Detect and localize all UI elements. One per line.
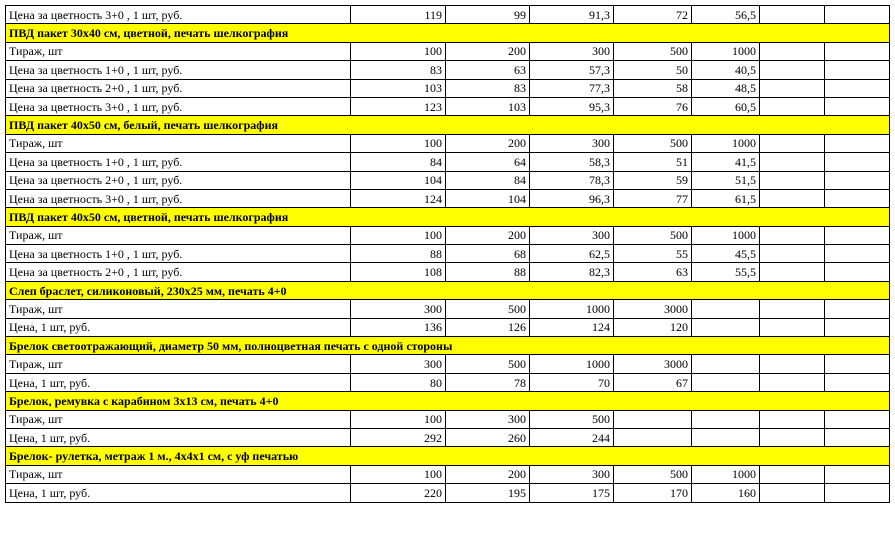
table-cell: 50: [614, 61, 692, 79]
table-cell: 78: [446, 373, 530, 391]
table-cell: [760, 355, 825, 373]
table-cell: 100: [351, 42, 446, 60]
table-cell: 40,5: [692, 61, 760, 79]
table-cell: [825, 318, 890, 336]
table-cell: [825, 97, 890, 115]
table-cell: 72: [614, 6, 692, 24]
section-header-row: [6, 116, 890, 134]
table-cell: 41,5: [692, 153, 760, 171]
row-label: Цена, 1 шт, руб.: [6, 428, 351, 446]
table-cell: 300: [530, 134, 614, 152]
table-cell: [692, 410, 760, 428]
section-title: ПВД пакет 40х50 см, цветной, печать шелкография: [6, 208, 890, 226]
row-label: Тираж, шт: [6, 355, 351, 373]
table-cell: 3000: [614, 300, 692, 318]
table-cell: 300: [530, 465, 614, 483]
table-cell: 120: [614, 318, 692, 336]
table-cell: 104: [351, 171, 446, 189]
row-label: Цена, 1 шт, руб.: [6, 484, 351, 502]
section-header-row: [6, 447, 890, 465]
table-cell: 88: [351, 245, 446, 263]
table-cell: 63: [614, 263, 692, 281]
section-header-row: [6, 208, 890, 226]
table-cell: [825, 410, 890, 428]
table-cell: 3000: [614, 355, 692, 373]
table-row: [6, 318, 890, 336]
table-cell: 1000: [692, 465, 760, 483]
table-cell: 64: [446, 153, 530, 171]
section-title: Брелок светоотражающий, диаметр 50 мм, полноцветная печать с одной стороны: [6, 337, 890, 355]
table-cell: [760, 42, 825, 60]
table-cell: 1000: [530, 300, 614, 318]
table-cell: 83: [351, 61, 446, 79]
section-title: Слеп браслет, силиконовый, 230х25 мм, печать 4+0: [6, 281, 890, 299]
section-header-row: [6, 337, 890, 355]
table-cell: 103: [351, 79, 446, 97]
table-row: [6, 42, 890, 60]
table-row: [6, 97, 890, 115]
table-cell: [825, 6, 890, 24]
table-row: [6, 484, 890, 502]
table-cell: 63: [446, 61, 530, 79]
table-cell: [614, 410, 692, 428]
table-cell: 60,5: [692, 97, 760, 115]
table-cell: [825, 465, 890, 483]
table-cell: 124: [530, 318, 614, 336]
table-cell: 77,3: [530, 79, 614, 97]
row-label: Цена, 1 шт, руб.: [6, 373, 351, 391]
table-cell: [825, 153, 890, 171]
section-title: ПВД пакет 40х50 см, белый, печать шелкография: [6, 116, 890, 134]
table-cell: 100: [351, 226, 446, 244]
row-label: Тираж, шт: [6, 410, 351, 428]
table-cell: 51: [614, 153, 692, 171]
table-cell: [825, 134, 890, 152]
table-cell: 56,5: [692, 6, 760, 24]
table-cell: 95,3: [530, 97, 614, 115]
row-label: Тираж, шт: [6, 134, 351, 152]
table-row: [6, 465, 890, 483]
table-cell: [825, 226, 890, 244]
table-cell: 292: [351, 428, 446, 446]
row-label: Тираж, шт: [6, 465, 351, 483]
table-cell: [825, 245, 890, 263]
table-cell: [760, 263, 825, 281]
table-cell: [760, 189, 825, 207]
table-cell: 51,5: [692, 171, 760, 189]
table-cell: 100: [351, 465, 446, 483]
table-cell: 160: [692, 484, 760, 502]
row-label: Тираж, шт: [6, 226, 351, 244]
table-cell: [760, 428, 825, 446]
table-cell: [760, 61, 825, 79]
table-cell: 83: [446, 79, 530, 97]
section-title: Брелок- рулетка, метраж 1 м., 4х4х1 см, с уф печатью: [6, 447, 890, 465]
table-cell: 500: [614, 134, 692, 152]
table-cell: [825, 79, 890, 97]
table-cell: [760, 484, 825, 502]
table-row: [6, 153, 890, 171]
row-label: Тираж, шт: [6, 300, 351, 318]
table-row: [6, 226, 890, 244]
table-cell: 500: [614, 226, 692, 244]
table-cell: 175: [530, 484, 614, 502]
table-row: [6, 6, 890, 24]
table-cell: 1000: [692, 42, 760, 60]
table-cell: 62,5: [530, 245, 614, 263]
table-cell: [614, 428, 692, 446]
table-cell: [825, 355, 890, 373]
table-cell: [760, 79, 825, 97]
table-cell: 48,5: [692, 79, 760, 97]
table-cell: 260: [446, 428, 530, 446]
table-cell: 82,3: [530, 263, 614, 281]
table-cell: [760, 226, 825, 244]
table-cell: 124: [351, 189, 446, 207]
table-row: [6, 189, 890, 207]
table-cell: 200: [446, 226, 530, 244]
table-cell: 108: [351, 263, 446, 281]
table-cell: 500: [614, 465, 692, 483]
table-cell: [825, 263, 890, 281]
table-cell: [825, 61, 890, 79]
table-cell: [825, 373, 890, 391]
price-table-body: [6, 6, 890, 503]
table-cell: 1000: [692, 134, 760, 152]
table-cell: 200: [446, 134, 530, 152]
table-cell: 1000: [530, 355, 614, 373]
table-row: [6, 134, 890, 152]
table-cell: 119: [351, 6, 446, 24]
table-cell: [825, 428, 890, 446]
table-cell: 126: [446, 318, 530, 336]
table-cell: 59: [614, 171, 692, 189]
table-cell: 195: [446, 484, 530, 502]
table-row: [6, 410, 890, 428]
table-cell: [760, 245, 825, 263]
table-row: [6, 171, 890, 189]
table-cell: 200: [446, 42, 530, 60]
table-row: [6, 79, 890, 97]
table-cell: [760, 134, 825, 152]
table-cell: 96,3: [530, 189, 614, 207]
row-label: Тираж, шт: [6, 42, 351, 60]
row-label: Цена за цветность 3+0 , 1 шт, руб.: [6, 189, 351, 207]
table-cell: [760, 97, 825, 115]
table-cell: 170: [614, 484, 692, 502]
section-header-row: [6, 281, 890, 299]
table-cell: [760, 318, 825, 336]
price-table: [5, 5, 890, 503]
table-cell: 244: [530, 428, 614, 446]
table-cell: [692, 318, 760, 336]
table-cell: 88: [446, 263, 530, 281]
table-cell: [825, 484, 890, 502]
table-cell: 61,5: [692, 189, 760, 207]
table-cell: 55: [614, 245, 692, 263]
table-cell: 500: [614, 42, 692, 60]
table-cell: [760, 300, 825, 318]
table-row: [6, 245, 890, 263]
table-cell: 58: [614, 79, 692, 97]
table-cell: [760, 171, 825, 189]
row-label: Цена за цветность 2+0 , 1 шт, руб.: [6, 79, 351, 97]
table-cell: 80: [351, 373, 446, 391]
table-cell: [825, 171, 890, 189]
table-cell: 200: [446, 465, 530, 483]
table-cell: 77: [614, 189, 692, 207]
table-cell: 67: [614, 373, 692, 391]
table-row: [6, 373, 890, 391]
table-cell: 136: [351, 318, 446, 336]
section-header-row: [6, 392, 890, 410]
table-row: [6, 263, 890, 281]
table-cell: [825, 300, 890, 318]
table-cell: 220: [351, 484, 446, 502]
table-cell: 123: [351, 97, 446, 115]
table-cell: [825, 189, 890, 207]
row-label: Цена за цветность 3+0 , 1 шт, руб.: [6, 6, 351, 24]
table-cell: 100: [351, 134, 446, 152]
table-cell: [760, 410, 825, 428]
table-cell: 100: [351, 410, 446, 428]
section-header-row: [6, 24, 890, 42]
row-label: Цена, 1 шт, руб.: [6, 318, 351, 336]
table-cell: 45,5: [692, 245, 760, 263]
table-cell: 300: [530, 226, 614, 244]
table-cell: [760, 373, 825, 391]
table-cell: [760, 153, 825, 171]
table-cell: [692, 373, 760, 391]
table-cell: 1000: [692, 226, 760, 244]
table-cell: 103: [446, 97, 530, 115]
table-cell: 500: [446, 300, 530, 318]
table-row: [6, 355, 890, 373]
section-title: ПВД пакет 30х40 см, цветной, печать шелкография: [6, 24, 890, 42]
table-cell: [692, 355, 760, 373]
table-cell: [825, 42, 890, 60]
row-label: Цена за цветность 1+0 , 1 шт, руб.: [6, 245, 351, 263]
table-cell: 84: [446, 171, 530, 189]
table-cell: 55,5: [692, 263, 760, 281]
table-row: [6, 61, 890, 79]
table-cell: 91,3: [530, 6, 614, 24]
table-cell: 58,3: [530, 153, 614, 171]
table-cell: 57,3: [530, 61, 614, 79]
section-title: Брелок, ремувка с карабином 3х13 см, печать 4+0: [6, 392, 890, 410]
row-label: Цена за цветность 1+0 , 1 шт, руб.: [6, 153, 351, 171]
table-cell: 500: [446, 355, 530, 373]
table-cell: 300: [446, 410, 530, 428]
table-row: [6, 300, 890, 318]
table-cell: 500: [530, 410, 614, 428]
table-cell: 300: [351, 300, 446, 318]
table-cell: 300: [530, 42, 614, 60]
table-cell: [692, 300, 760, 318]
table-cell: 300: [351, 355, 446, 373]
row-label: Цена за цветность 3+0 , 1 шт, руб.: [6, 97, 351, 115]
table-cell: 76: [614, 97, 692, 115]
row-label: Цена за цветность 2+0 , 1 шт, руб.: [6, 171, 351, 189]
table-cell: 68: [446, 245, 530, 263]
table-cell: [760, 465, 825, 483]
table-cell: 104: [446, 189, 530, 207]
table-cell: 99: [446, 6, 530, 24]
table-cell: [760, 6, 825, 24]
table-cell: 70: [530, 373, 614, 391]
row-label: Цена за цветность 1+0 , 1 шт, руб.: [6, 61, 351, 79]
table-cell: [692, 428, 760, 446]
table-cell: 78,3: [530, 171, 614, 189]
table-cell: 84: [351, 153, 446, 171]
row-label: Цена за цветность 2+0 , 1 шт, руб.: [6, 263, 351, 281]
table-row: [6, 428, 890, 446]
